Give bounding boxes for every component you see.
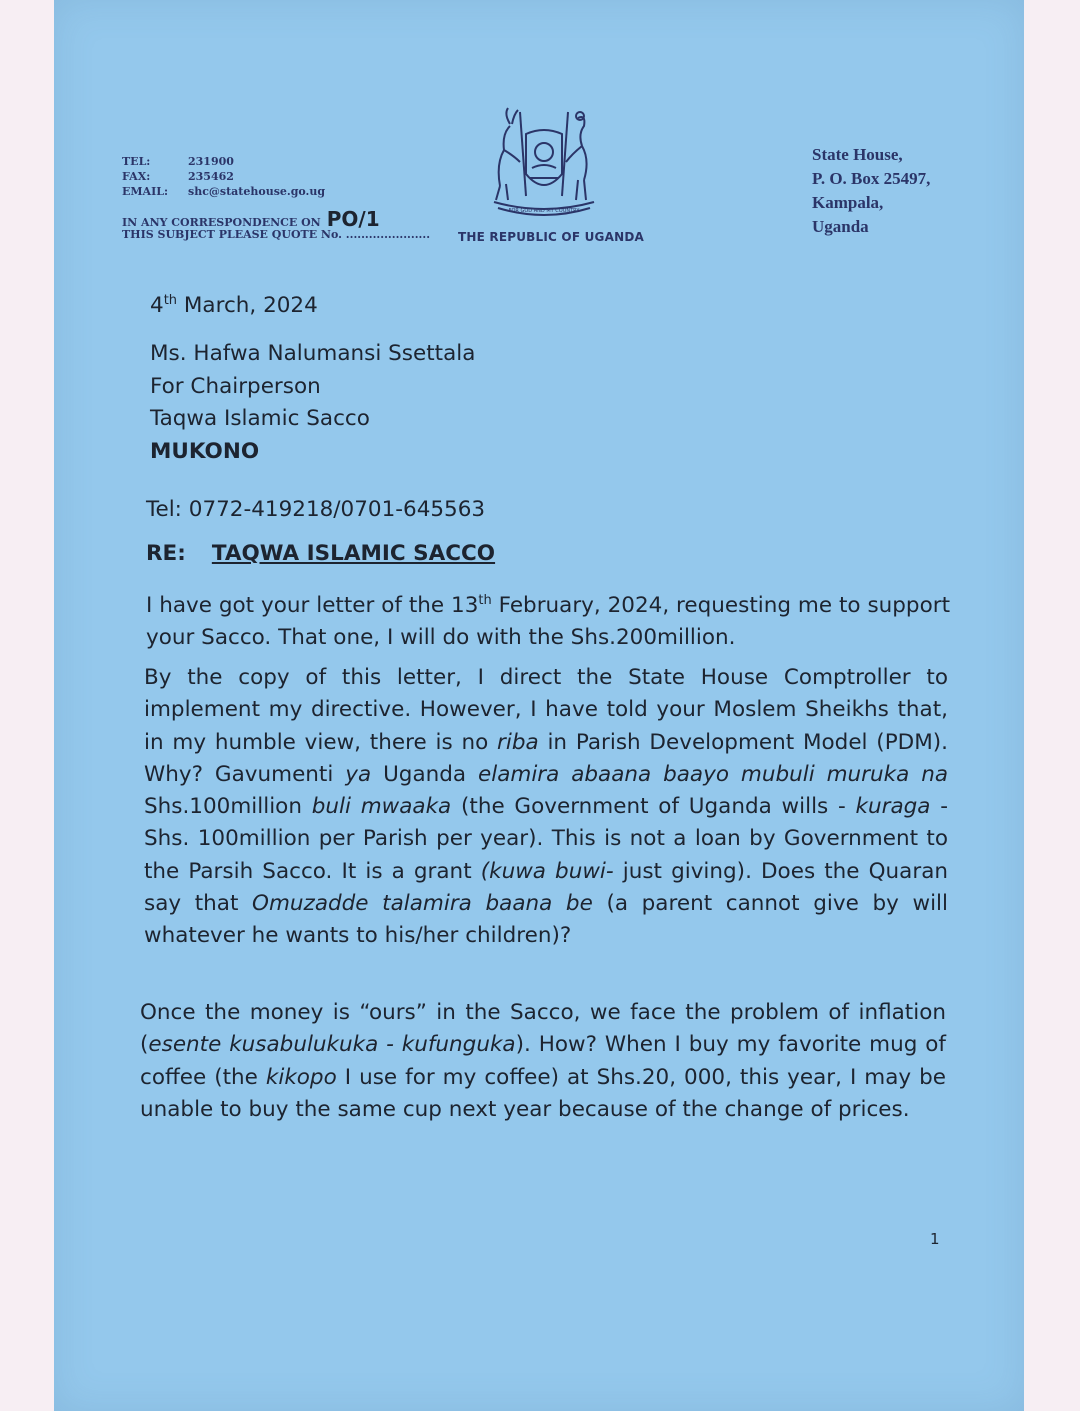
tel-value: 231900 [188,155,234,168]
recipient-name: Ms. Hafwa Nalumansi Ssettala [150,341,476,366]
corr-line-1: IN ANY CORRESPONDENCE ON [122,216,321,229]
address-line: Kampala, [812,193,884,212]
address-line: State House, [812,145,903,164]
letter-page [54,0,1024,1411]
re-label: RE: [146,541,186,566]
re-subject: TAQWA ISLAMIC SACCO [211,541,496,566]
page-number: 1 [930,1230,940,1248]
crest-motto: FOR GOD AND MY COUNTRY [508,208,580,214]
correspondence-note [122,207,431,243]
fax-label: FAX: [122,170,151,183]
recipient-block [150,338,475,468]
paragraph-3: Once the money is “ours” in the Sacco, we face the problem of inflation (esente kusabulukuka - kufunguka). How? When I buy my favorite mug of coffee (the kikopo I use for my coffee) at Shs.20, 000, this year, I may be unable to buy the same cup next year because of the change of prices. [140,1000,947,1122]
email-value: shc@statehouse.go.ug [188,185,326,198]
reference-number: PO/1 [326,207,380,231]
corr-line-2: THIS SUBJECT PLEASE QUOTE No. ...................... [122,228,431,241]
recipient-role: For Chairperson [150,373,321,399]
paragraph-2: By the copy of this letter, I direct the State House Comptroller to implement my directive. However, I have told your Moslem Sheikhs that, in my humble view, there is no riba in Parish Development Model (PDM). Why? Gavumenti ya Uganda elamira abaana baayo mubuli muruka na Shs.100million buli mwaaka (the Government of Uganda wills - kuraga - Shs. 100million per Parish per year). This is not a loan by Government to the Parsih Sacco. It is a grant (kuwa buwi- just giving). Does the Quaran say that Omuzadde talamira baana be (a parent cannot give by will whatever he wants to his/her children)? [144,665,948,949]
paragraph-1: I have got your letter of the 13th February, 2024, requesting me to support your Sacco. That one, I will do with the Shs.200million. [146,593,950,651]
tel-label: TEL: [122,155,151,168]
fax-value: 235462 [188,170,234,183]
coat-of-arms-icon [474,104,614,224]
letter-date: 4th March, 2024 [150,293,318,319]
contact-block [122,154,325,199]
recipient-org: Taqwa Islamic Sacco [150,406,370,431]
recipient-place: MUKONO [150,438,260,464]
sender-address [812,143,930,239]
republic-label: THE REPUBLIC OF UGANDA [458,230,644,244]
email-label: EMAIL: [122,185,169,198]
address-line: P. O. Box 25497, [812,169,931,188]
address-line: Uganda [812,217,869,236]
recipient-tel: Tel: 0772-419218/0701-645563 [146,497,486,522]
subject-line [146,541,495,566]
